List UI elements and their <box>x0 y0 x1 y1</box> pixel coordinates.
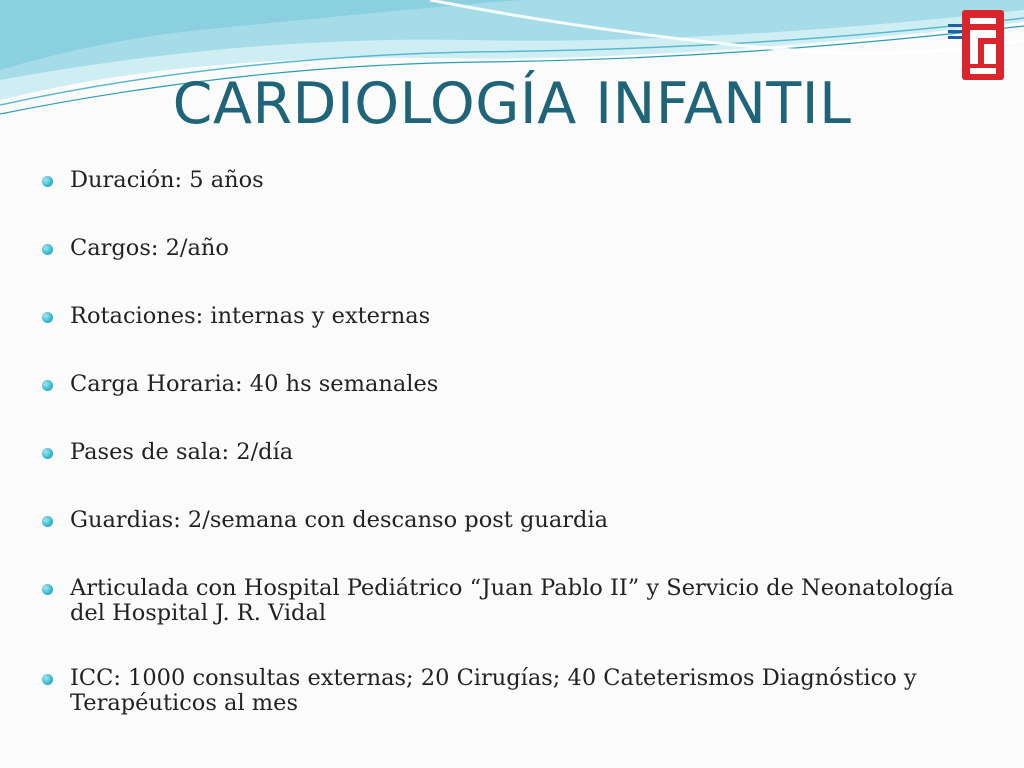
bullet-duration <box>40 168 990 193</box>
bullet-dot-icon <box>42 448 53 459</box>
bullet-dot-icon <box>42 674 53 685</box>
bullet-text: Pases de sala: 2/día <box>70 439 294 465</box>
bullet-list <box>40 168 990 756</box>
bullet-dot-icon <box>42 380 53 391</box>
slide-title: CARDIOLOGÍA INFANTIL <box>172 71 852 137</box>
bullet-articulation <box>40 576 990 626</box>
bullet-text: Rotaciones: internas y externas <box>70 303 431 329</box>
bullet-text: Duración: 5 años <box>70 167 264 193</box>
bullet-dot-icon <box>42 312 53 323</box>
bullet-dot-icon <box>42 176 53 187</box>
bullet-dot-icon <box>42 516 53 527</box>
bullet-shifts <box>40 508 990 533</box>
bullet-text: Articulada con Hospital Pediátrico “Juan Pablo II” y Servicio de Neonatología del Hospital J. R. Vidal <box>70 575 954 626</box>
bullet-icc <box>40 666 990 716</box>
bullet-dot-icon <box>42 584 53 595</box>
bullet-workload <box>40 372 990 397</box>
bullet-text: Carga Horaria: 40 hs semanales <box>70 371 439 397</box>
bullet-text: ICC: 1000 consultas externas; 20 Cirugías; 40 Cateterismos Diagnóstico y Terapéuticos al mes <box>70 665 917 716</box>
bullet-rotations <box>40 304 990 329</box>
bullet-ward-rounds <box>40 440 990 465</box>
bullet-text: Guardias: 2/semana con descanso post guardia <box>70 507 609 533</box>
bullet-dot-icon <box>42 244 53 255</box>
bullet-positions <box>40 236 990 261</box>
bullet-text: Cargos: 2/año <box>70 235 229 261</box>
